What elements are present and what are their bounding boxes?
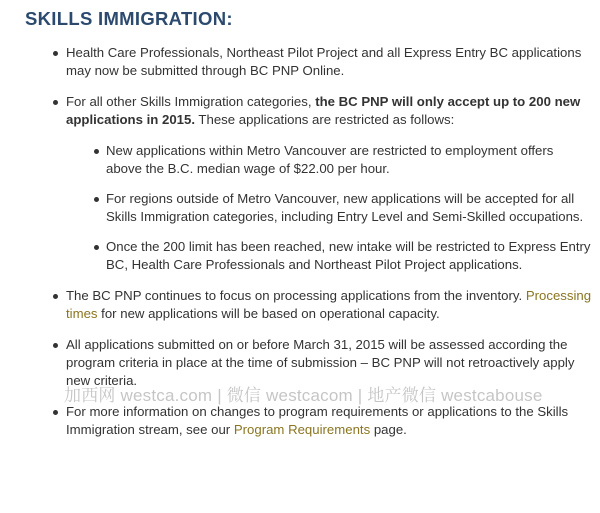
list-item-text: These applications are restricted as follows: — [195, 112, 455, 127]
sub-list-item — [66, 142, 592, 178]
list-item-text: For more information on changes to program requirements or applications to the Skills Immigration stream, see our — [66, 404, 569, 437]
list-item-text: For all other Skills Immigration categories, — [66, 94, 316, 109]
list-item-text: page. — [370, 422, 407, 437]
list-item-text: Health Care Professionals, Northeast Pilot Project and all Express Entry BC applications may now be submitted through BC PNP Online. — [66, 45, 582, 78]
section-heading: SKILLS IMMIGRATION: — [25, 8, 233, 29]
sub-list-item-text: New applications within Metro Vancouver are restricted to employment offers above the B.C. median wage of $22.00 per hour. — [106, 143, 554, 176]
list-item-text: for new applications will be based on operational capacity. — [97, 306, 440, 321]
list-item-text: The BC PNP continues to focus on processing applications from the inventory. — [66, 288, 526, 303]
processing-times-link[interactable]: Processing times — [66, 288, 592, 321]
list-item — [0, 93, 600, 274]
watermark: 加西网 westca.com | 微信 westcacom | 地产微信 westcabouse — [64, 386, 543, 405]
application-cap-notice: the BC PNP will only accept up to 200 new applications in 2015. — [66, 94, 581, 127]
list-item — [0, 44, 600, 80]
sub-list-item-text: Once the 200 limit has been reached, new intake will be restricted to Express Entry BC, Health Care Professionals and Northeast Pilot Project applications. — [106, 239, 591, 272]
sub-list-item-text: For regions outside of Metro Vancouver, new applications will be accepted for all Skills Immigration categories, including Entry Level and Semi-Skilled occupations. — [106, 191, 584, 224]
sub-list-item — [66, 238, 592, 274]
list-item — [0, 336, 600, 390]
program-requirements-link[interactable]: Program Requirements — [233, 422, 371, 437]
restrictions-list — [66, 142, 592, 274]
list-item — [0, 287, 600, 323]
list-item — [0, 403, 600, 439]
list-item-text: All applications submitted on or before March 31, 2015 will be assessed according the program criteria in place at the time of submission – BC PNP will not retroactively apply new criteria. — [66, 337, 575, 388]
sub-list-item — [66, 190, 592, 226]
